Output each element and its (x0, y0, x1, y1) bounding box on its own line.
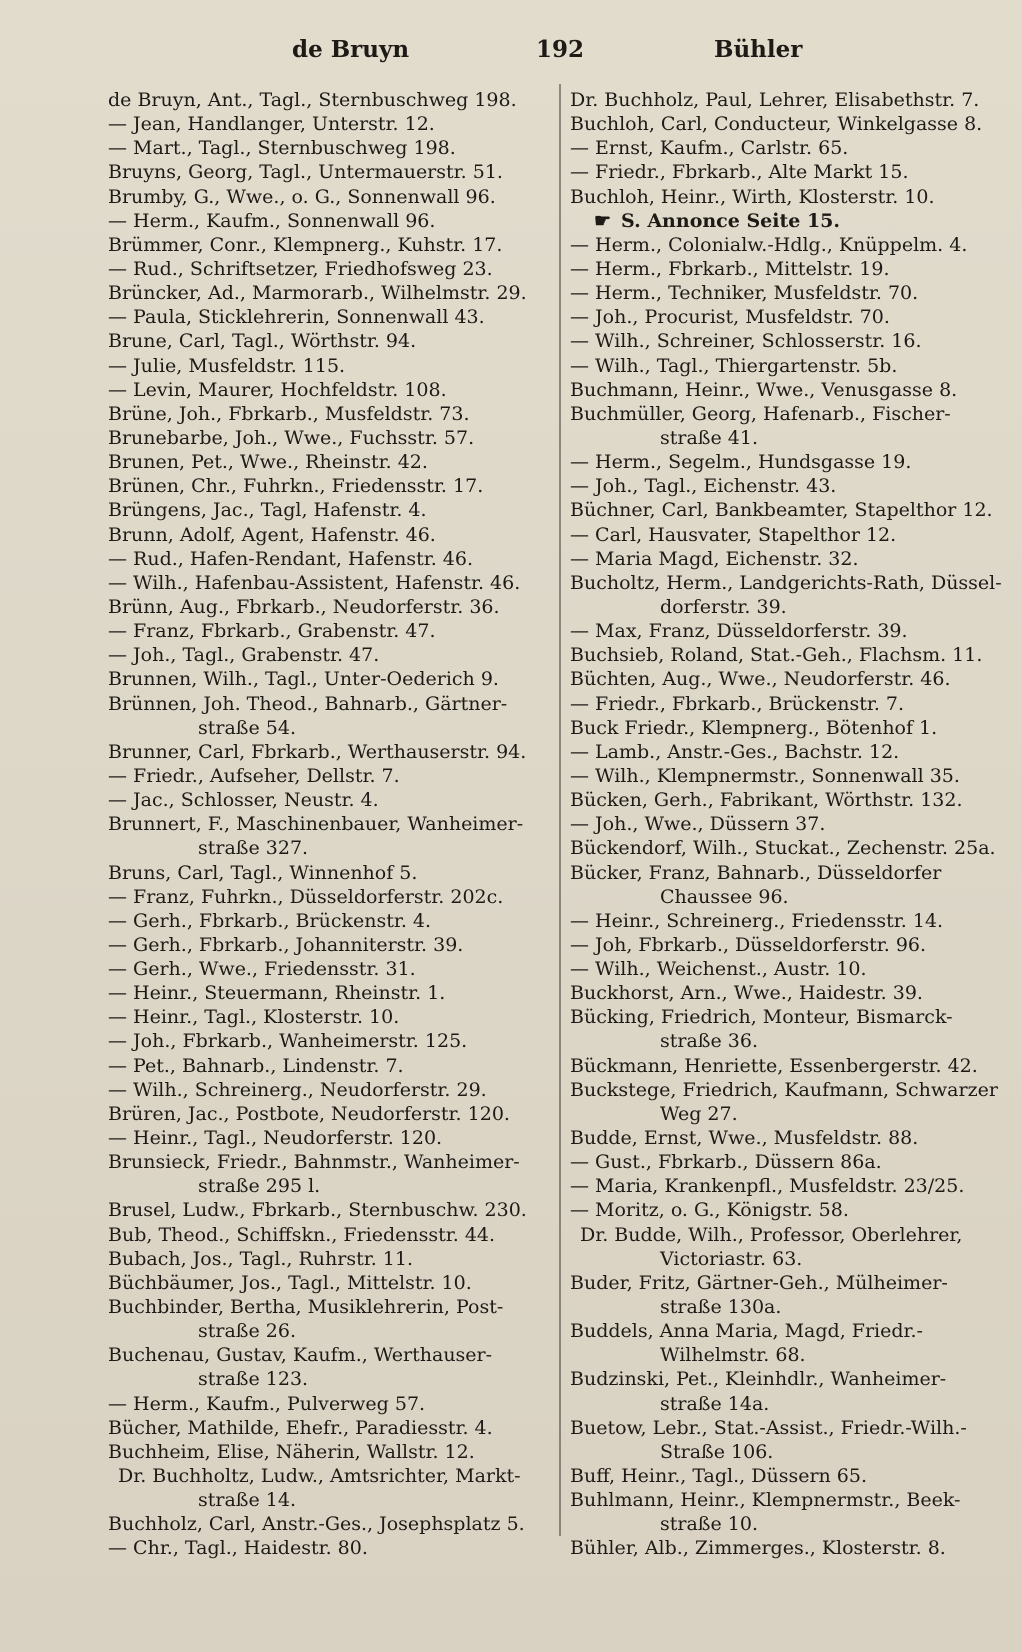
directory-entry-line (570, 1150, 1008, 1174)
entry-text: — Wilh., Tagl., Thiergartenstr. 5b. (570, 354, 898, 377)
entry-text: — Heinr., Tagl., Klosterstr. 10. (108, 1006, 400, 1029)
entry-text: Buchmann, Heinr., Wwe., Venusgasse 8. (570, 378, 958, 401)
entry-text: Buckhorst, Arn., Wwe., Haidestr. 39. (570, 982, 923, 1005)
entry-text: — Maria, Krankenpfl., Musfeldstr. 23/25. (570, 1175, 965, 1198)
entry-text: Brunen, Pet., Wwe., Rheinstr. 42. (108, 451, 428, 474)
entry-text: — Levin, Maurer, Hochfeldstr. 108. (108, 378, 447, 401)
directory-entry-line (108, 1054, 548, 1078)
entry-text: Brünn, Aug., Fbrkarb., Neudorferstr. 36. (108, 595, 500, 618)
page-header (0, 36, 1022, 68)
directory-entry-line (570, 692, 1008, 716)
directory-entry-line (108, 1392, 548, 1416)
entry-text: Buder, Fritz, Gärtner-Geh., Mülheimer- (570, 1271, 948, 1294)
entry-text: straße 10. (660, 1513, 758, 1536)
entry-text: — Paula, Sticklehrerin, Sonnenwall 43. (108, 306, 485, 329)
entry-text: Buchbinder, Bertha, Musiklehrerin, Post- (108, 1296, 504, 1319)
left-column (108, 88, 548, 1561)
directory-entry-line (570, 788, 1008, 812)
entry-text: — Jac., Schlosser, Neustr. 4. (108, 789, 379, 812)
directory-entry-line (570, 981, 1008, 1005)
entry-text: Büchbäumer, Jos., Tagl., Mittelstr. 10. (108, 1271, 472, 1294)
entry-text: — Lamb., Anstr.-Ges., Bachstr. 12. (570, 740, 900, 763)
directory-entry-line (108, 716, 548, 740)
entry-text: Buff, Heinr., Tagl., Düssern 65. (570, 1465, 868, 1488)
directory-entry-line (570, 354, 1008, 378)
entry-text: Büchten, Aug., Wwe., Neudorferstr. 46. (570, 668, 951, 691)
entry-text: Buddels, Anna Maria, Magd, Friedr.- (570, 1320, 923, 1343)
directory-entry-line (108, 1343, 548, 1367)
directory-entry-line (108, 1271, 548, 1295)
entry-text: straße 295 l. (198, 1175, 321, 1198)
entry-text: Bucholtz, Herm., Landgerichts-Rath, Düssel- (570, 571, 1002, 594)
entry-text: Buckstege, Friedrich, Kaufmann, Schwarzer (570, 1078, 998, 1101)
directory-entry-line (108, 1126, 548, 1150)
entry-text: Budde, Ernst, Wwe., Musfeldstr. 88. (570, 1127, 919, 1150)
entry-text: Dr. Buchholtz, Ludw., Amtsrichter, Markt- (118, 1465, 521, 1488)
directory-entry-line (570, 523, 1008, 547)
directory-entry-line (570, 1367, 1008, 1391)
directory-entry-line (108, 354, 548, 378)
entry-text: Dr. Budde, Wilh., Professor, Oberlehrer, (580, 1223, 963, 1246)
directory-entry-line (108, 1295, 548, 1319)
entry-text: — Friedr., Fbrkarb., Brückenstr. 7. (570, 692, 905, 715)
directory-entry-line (108, 498, 548, 522)
entry-text: — Ernst, Kaufm., Carlstr. 65. (570, 137, 849, 160)
entry-text: — Mart., Tagl., Sternbuschweg 198. (108, 137, 456, 160)
directory-entry-line (570, 209, 1008, 233)
entry-text: — Carl, Hausvater, Stapelthor 12. (570, 523, 897, 546)
directory-entry-line (570, 1536, 1008, 1560)
directory-entry-line (108, 1005, 548, 1029)
entry-text: — Herm., Kaufm., Pulverweg 57. (108, 1392, 426, 1415)
entry-text: — Rud., Hafen-Rendant, Hafenstr. 46. (108, 547, 474, 570)
entry-text: Budzinski, Pet., Kleinhdlr., Wanheimer- (570, 1368, 947, 1391)
directory-entry-line (570, 1247, 1008, 1271)
entry-text: Bruns, Carl, Tagl., Winnenhof 5. (108, 861, 418, 884)
directory-entry-line (108, 160, 548, 184)
entry-text: Dr. Buchholz, Paul, Lehrer, Elisabethstr. 7. (570, 89, 980, 111)
entry-text: Brune, Carl, Tagl., Wörthstr. 94. (108, 330, 417, 353)
entry-text: — Gerh., Wwe., Friedensstr. 31. (108, 958, 416, 981)
directory-entry-line (570, 1005, 1008, 1029)
entry-text: Victoriastr. 63. (660, 1247, 803, 1270)
entry-text: — Herm., Fbrkarb., Mittelstr. 19. (570, 257, 890, 280)
directory-entry-line (570, 498, 1008, 522)
entry-text: Brusel, Ludw., Fbrkarb., Sternbuschw. 230. (108, 1199, 527, 1222)
entry-text: Buchloh, Carl, Conducteur, Winkelgasse 8. (570, 113, 983, 136)
directory-entry-line (570, 329, 1008, 353)
entry-text: — Friedr., Aufseher, Dellstr. 7. (108, 764, 400, 787)
entry-text: straße 36. (660, 1030, 758, 1053)
entry-text: — Gerh., Fbrkarb., Brückenstr. 4. (108, 909, 432, 932)
entry-text: — Jean, Handlanger, Unterstr. 12. (108, 113, 435, 136)
directory-entry-line (570, 474, 1008, 498)
directory-entry-line (108, 909, 548, 933)
directory-entry-line (570, 112, 1008, 136)
directory-entry-line (108, 1223, 548, 1247)
directory-entry-line (570, 595, 1008, 619)
directory-entry-line (570, 1416, 1008, 1440)
directory-entry-line (108, 764, 548, 788)
entry-text: — Joh., Tagl., Grabenstr. 47. (108, 644, 380, 667)
directory-entry-line (108, 1512, 548, 1536)
entry-text: Bücker, Franz, Bahnarb., Düsseldorfer (570, 861, 942, 884)
entry-text: Weg 27. (660, 1102, 738, 1125)
directory-entry-line (570, 812, 1008, 836)
entry-text: — Wilh., Klempnermstr., Sonnenwall 35. (570, 764, 960, 787)
entry-text: Brumby, G., Wwe., o. G., Sonnenwall 96. (108, 185, 496, 208)
entry-text: — Wilh., Weichenst., Austr. 10. (570, 958, 867, 981)
directory-entry-line (570, 1440, 1008, 1464)
entry-text: Bücking, Friedrich, Monteur, Bismarck- (570, 1006, 953, 1029)
directory-entry-line (108, 136, 548, 160)
directory-entry-line (108, 1247, 548, 1271)
directory-entry-line (108, 619, 548, 643)
entry-text: Bückendorf, Wilh., Stuckat., Zechenstr. 25a. (570, 837, 996, 860)
directory-entry-line (108, 740, 548, 764)
directory-entry-line (108, 1536, 548, 1560)
entry-text: Bruyns, Georg, Tagl., Untermauerstr. 51. (108, 161, 503, 184)
entry-text: — Friedr., Fbrkarb., Alte Markt 15. (570, 161, 909, 184)
directory-entry-line (570, 450, 1008, 474)
entry-text: Bühler, Alb., Zimmerges., Klosterstr. 8. (570, 1537, 946, 1560)
directory-entry-line (108, 1150, 548, 1174)
directory-entry-line (108, 426, 548, 450)
entry-text: — Franz, Fbrkarb., Grabenstr. 47. (108, 620, 436, 643)
entry-text: — Rud., Schriftsetzer, Friedhofsweg 23. (108, 257, 493, 280)
entry-text: — Heinr., Schreinerg., Friedensstr. 14. (570, 909, 944, 932)
entry-text: straße 26. (198, 1320, 296, 1343)
entry-text: Brunnen, Wilh., Tagl., Unter-Oederich 9. (108, 668, 499, 691)
entry-text: Buchholz, Carl, Anstr.-Ges., Josephsplatz 5. (108, 1513, 525, 1536)
entry-text: Brüne, Joh., Fbrkarb., Musfeldstr. 73. (108, 402, 470, 425)
entry-text: — Wilh., Schreiner, Schlosserstr. 16. (570, 330, 922, 353)
directory-entry-line (108, 933, 548, 957)
entry-text: — Chr., Tagl., Haidestr. 80. (108, 1537, 368, 1560)
directory-entry-line (570, 88, 1008, 112)
directory-entry-line (570, 257, 1008, 281)
entry-text: Brümmer, Conr., Klempnerg., Kuhstr. 17. (108, 233, 503, 256)
pointing-hand-icon: ☛ (594, 209, 612, 232)
directory-entry-line (570, 1102, 1008, 1126)
entry-text: Brünen, Chr., Fuhrkn., Friedensstr. 17. (108, 475, 484, 498)
entry-text: Brunner, Carl, Fbrkarb., Werthauserstr. 94. (108, 740, 527, 763)
directory-entry-line (108, 836, 548, 860)
entry-text: Buhlmann, Heinr., Klempnermstr., Beek- (570, 1489, 961, 1512)
directory-entry-line (570, 667, 1008, 691)
entry-text: — Wilh., Schreinerg., Neudorferstr. 29. (108, 1078, 487, 1101)
directory-entry-line (108, 885, 548, 909)
directory-entry-line (570, 1488, 1008, 1512)
entry-text: Buchsieb, Roland, Stat.-Geh., Flachsm. 11. (570, 644, 983, 667)
directory-entry-line (108, 1319, 548, 1343)
directory-entry-line (108, 281, 548, 305)
directory-entry-line (570, 426, 1008, 450)
entry-text: Bub, Theod., Schiffskn., Friedensstr. 44. (108, 1223, 496, 1246)
directory-entry-line (570, 1174, 1008, 1198)
entry-text: — Gust., Fbrkarb., Düssern 86a. (570, 1151, 882, 1174)
directory-entry-line (570, 402, 1008, 426)
header-first-entry: de Bruyn (292, 36, 410, 63)
entry-text: Buck Friedr., Klempnerg., Bötenhof 1. (570, 716, 938, 739)
directory-entry-line (108, 547, 548, 571)
directory-entry-line (570, 933, 1008, 957)
entry-text: Bücken, Gerh., Fabrikant, Wörthstr. 132. (570, 789, 963, 812)
directory-entry-line (108, 402, 548, 426)
entry-text: — Herm., Kaufm., Sonnenwall 96. (108, 209, 436, 232)
directory-entry-line (570, 160, 1008, 184)
directory-entry-line (108, 595, 548, 619)
entry-text: Buchmüller, Georg, Hafenarb., Fischer- (570, 402, 951, 425)
entry-text: — Pet., Bahnarb., Lindenstr. 7. (108, 1054, 404, 1077)
directory-entry-line (108, 1078, 548, 1102)
entry-text: straße 130a. (660, 1296, 782, 1319)
entry-text: Büchner, Carl, Bankbeamter, Stapelthor 12. (570, 499, 993, 522)
entry-text: Bücher, Mathilde, Ehefr., Paradiesstr. 4. (108, 1416, 493, 1439)
entry-text: — Joh, Fbrkarb., Düsseldorferstr. 96. (570, 933, 927, 956)
entry-text: Bubach, Jos., Tagl., Ruhrstr. 11. (108, 1247, 413, 1270)
directory-entry-line (108, 1488, 548, 1512)
directory-entry-line (108, 523, 548, 547)
entry-text: — Wilh., Hafenbau-Assistent, Hafenstr. 46. (108, 571, 521, 594)
directory-entry-line (108, 474, 548, 498)
directory-entry-line (108, 571, 548, 595)
directory-entry-line (570, 740, 1008, 764)
entry-text: de Bruyn, Ant., Tagl., Sternbuschweg 198. (108, 89, 517, 111)
directory-entry-line (570, 1271, 1008, 1295)
page-number: 192 (536, 36, 585, 63)
directory-entry-line (108, 643, 548, 667)
directory-entry-line (108, 1174, 548, 1198)
directory-entry-line (570, 305, 1008, 329)
column-divider (559, 84, 561, 1536)
directory-entry-line (570, 1464, 1008, 1488)
entry-text: — Max, Franz, Düsseldorferstr. 39. (570, 620, 908, 643)
directory-entry-line (108, 1029, 548, 1053)
directory-entry-line (108, 88, 548, 112)
directory-entry-line (108, 305, 548, 329)
directory-entry-line (108, 450, 548, 474)
directory-entry-line (108, 1102, 548, 1126)
entry-text: Brunn, Adolf, Agent, Hafenstr. 46. (108, 523, 436, 546)
directory-entry-line (570, 643, 1008, 667)
entry-text: S. Annonce Seite 15. (621, 209, 841, 232)
directory-entry-line (108, 185, 548, 209)
entry-text: — Gerh., Fbrkarb., Johanniterstr. 39. (108, 933, 464, 956)
entry-text: Buchenau, Gustav, Kaufm., Werthauser- (108, 1344, 493, 1367)
entry-text: — Heinr., Steuermann, Rheinstr. 1. (108, 982, 446, 1005)
directory-entry-line (570, 571, 1008, 595)
directory-entry-line (570, 136, 1008, 160)
right-column (570, 88, 1008, 1561)
entry-text: — Herm., Segelm., Hundsgasse 19. (570, 451, 912, 474)
entry-text: — Joh., Fbrkarb., Wanheimerstr. 125. (108, 1030, 468, 1053)
entry-text: — Moritz, o. G., Königstr. 58. (570, 1199, 849, 1222)
directory-entry-line (108, 209, 548, 233)
directory-entry-line (570, 1029, 1008, 1053)
entry-text: — Maria Magd, Eichenstr. 32. (570, 547, 859, 570)
directory-entry-line (570, 861, 1008, 885)
directory-entry-line (570, 619, 1008, 643)
entry-text: dorferstr. 39. (660, 595, 787, 618)
directory-entry-line (108, 1440, 548, 1464)
directory-entry-line (108, 788, 548, 812)
directory-entry-line (108, 957, 548, 981)
directory-entry-line (570, 378, 1008, 402)
entry-text: — Joh., Procurist, Musfeldstr. 70. (570, 306, 890, 329)
entry-text: Brüngens, Jac., Tagl, Hafenstr. 4. (108, 499, 427, 522)
directory-entry-line (570, 1078, 1008, 1102)
entry-text: Straße 106. (660, 1440, 774, 1463)
directory-entry-line (570, 716, 1008, 740)
directory-entry-line (570, 885, 1008, 909)
directory-entry-line (108, 692, 548, 716)
directory-entry-line (108, 1416, 548, 1440)
directory-entry-line (108, 233, 548, 257)
entry-text: Bückmann, Henriette, Essenbergerstr. 42. (570, 1054, 978, 1077)
directory-entry-line (570, 281, 1008, 305)
entry-text: straße 41. (660, 426, 758, 449)
directory-entry-line (108, 1367, 548, 1391)
directory-entry-line (570, 1126, 1008, 1150)
directory-entry-line (570, 547, 1008, 571)
directory-entry-line (108, 1198, 548, 1222)
directory-entry-line (570, 909, 1008, 933)
entry-text: Buchloh, Heinr., Wirth, Klosterstr. 10. (570, 185, 935, 208)
directory-entry-line (108, 667, 548, 691)
directory-entry-line (570, 764, 1008, 788)
directory-entry-line (570, 1392, 1008, 1416)
directory-entry-line (108, 112, 548, 136)
directory-entry-line (570, 1343, 1008, 1367)
entry-text: Brüren, Jac., Postbote, Neudorferstr. 120. (108, 1102, 510, 1125)
entry-text: straße 14. (198, 1489, 296, 1512)
directory-entry-line (108, 981, 548, 1005)
directory-entry-line (570, 1223, 1008, 1247)
directory-entry-line (570, 1319, 1008, 1343)
entry-text: straße 14a. (660, 1392, 770, 1415)
directory-entry-line (570, 836, 1008, 860)
directory-entry-line (108, 378, 548, 402)
entry-text: — Heinr., Tagl., Neudorferstr. 120. (108, 1127, 443, 1150)
entry-text: — Julie, Musfeldstr. 115. (108, 354, 346, 377)
entry-text: Brüncker, Ad., Marmorarb., Wilhelmstr. 29. (108, 282, 527, 305)
directory-entry-line (570, 185, 1008, 209)
directory-entry-line (570, 1054, 1008, 1078)
directory-entry-line (108, 329, 548, 353)
entry-text: straße 123. (198, 1368, 309, 1391)
entry-text: — Joh., Wwe., Düssern 37. (570, 813, 826, 836)
entry-text: Buchheim, Elise, Näherin, Wallstr. 12. (108, 1440, 475, 1463)
directory-entry-line (570, 1295, 1008, 1319)
entry-text: — Herm., Techniker, Musfeldstr. 70. (570, 282, 919, 305)
entry-text: straße 327. (198, 837, 309, 860)
entry-text: Brunnert, F., Maschinenbauer, Wanheimer- (108, 813, 524, 836)
entry-text: Chaussee 96. (660, 885, 789, 908)
directory-entry-line (108, 1464, 548, 1488)
directory-entry-line (570, 1512, 1008, 1536)
entry-text: Brunebarbe, Joh., Wwe., Fuchsstr. 57. (108, 426, 475, 449)
entry-text: Brünnen, Joh. Theod., Bahnarb., Gärtner- (108, 692, 508, 715)
directory-entry-line (570, 1198, 1008, 1222)
entry-text: Wilhelmstr. 68. (660, 1344, 806, 1367)
entry-text: — Franz, Fuhrkn., Düsseldorferstr. 202c. (108, 885, 504, 908)
entry-text: Brunsieck, Friedr., Bahnmstr., Wanheimer- (108, 1151, 520, 1174)
directory-entry-line (108, 861, 548, 885)
directory-entry-line (570, 957, 1008, 981)
directory-entry-line (108, 812, 548, 836)
directory-entry-line (108, 257, 548, 281)
entry-text: Buetow, Lebr., Stat.-Assist., Friedr.-Wilh.- (570, 1416, 967, 1439)
entry-text: — Joh., Tagl., Eichenstr. 43. (570, 475, 837, 498)
entry-text: straße 54. (198, 716, 296, 739)
entry-text: — Herm., Colonialw.-Hdlg., Knüppelm. 4. (570, 233, 968, 256)
directory-entry-line (570, 233, 1008, 257)
header-last-entry: Bühler (714, 36, 803, 63)
